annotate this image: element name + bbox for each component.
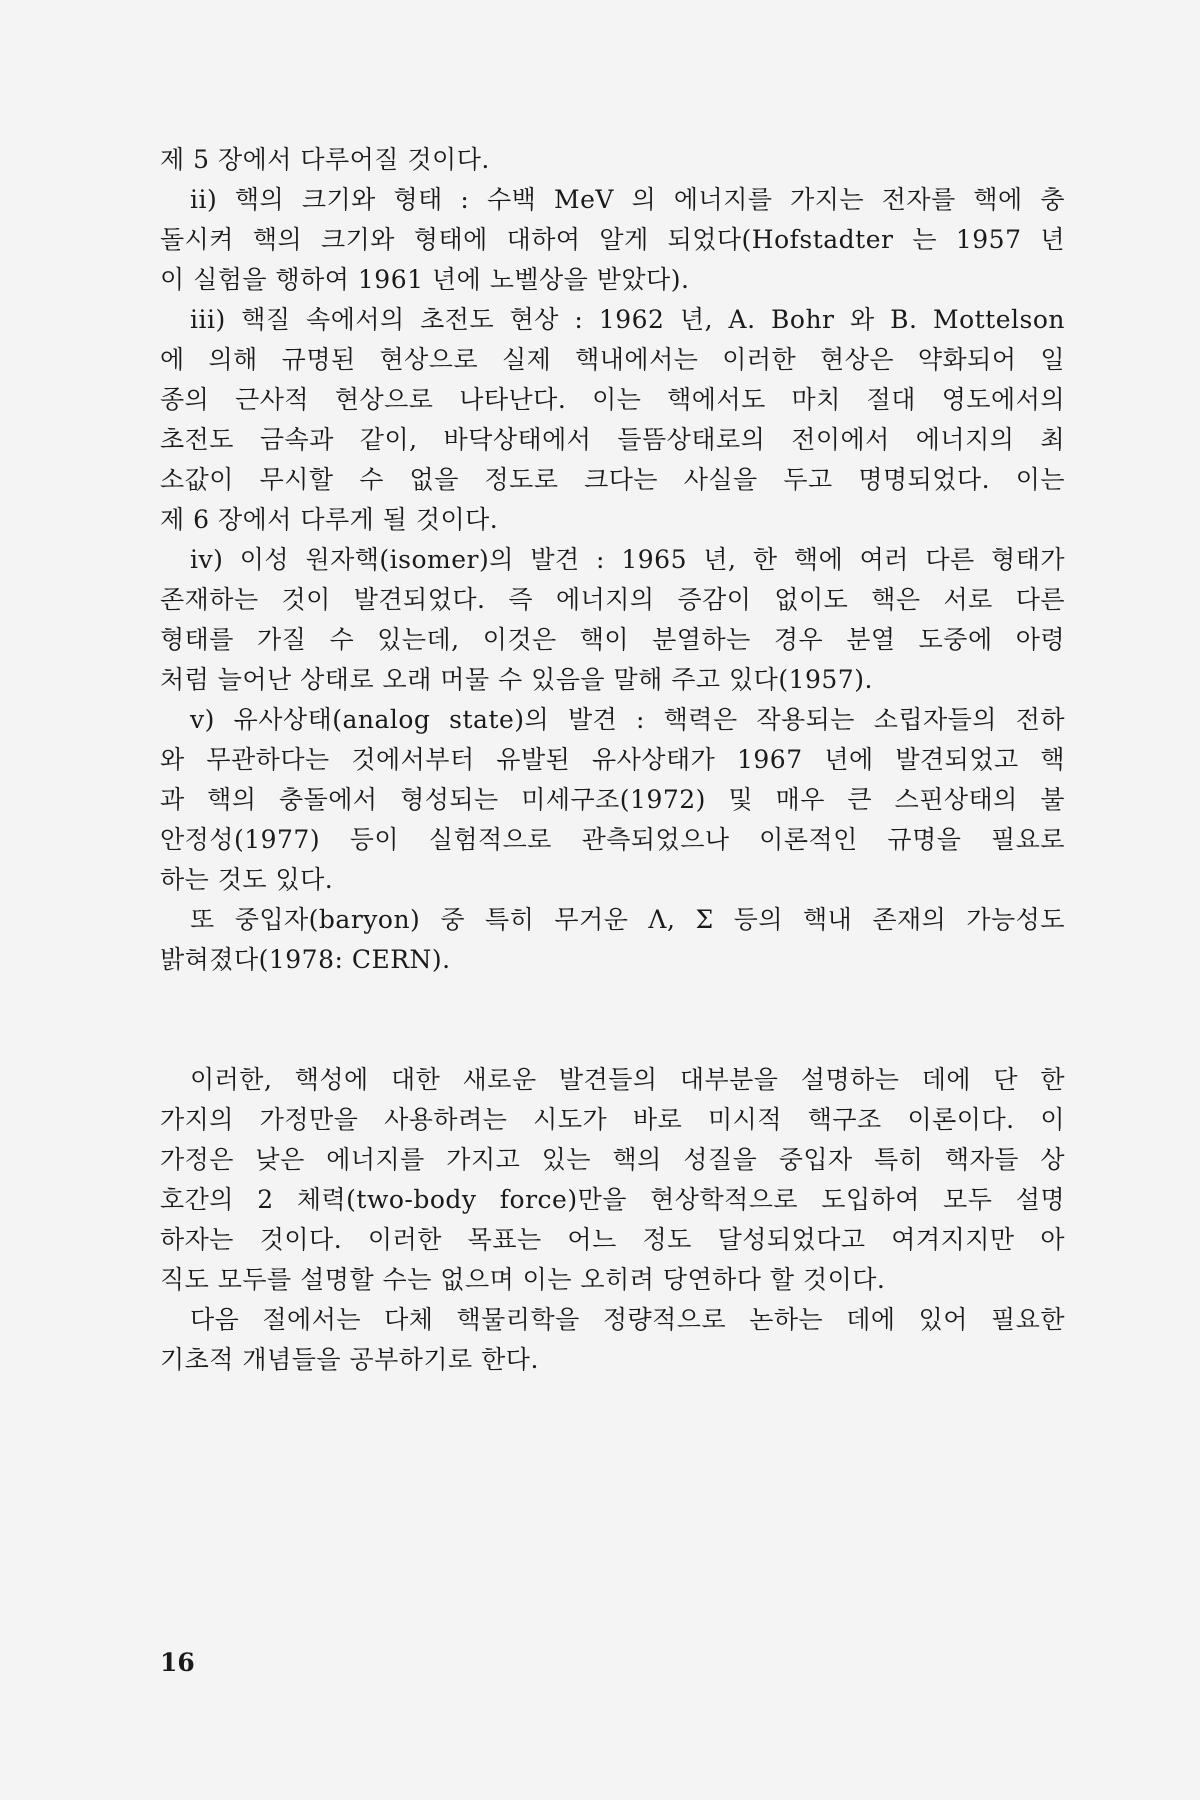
text-line: 호간의 2 체력(two-body force)만을 현상학적으로 도입하여 모두 설명 [160,1185,1065,1214]
text-line: 와 무관하다는 것에서부터 유발된 유사상태가 1967 년에 발견되었고 핵 [160,745,1065,774]
page-number: 16 [160,1648,195,1677]
text-line: iii) 핵질 속에서의 초전도 현상 : 1962 년, A. Bohr 와 B. Mottelson [190,305,1065,334]
text-line: iv) 이성 원자핵(isomer)의 발견 : 1965 년, 한 핵에 여러 다른 형태가 [190,545,1065,574]
text-line: 에 의해 규명된 현상으로 실제 핵내에서는 이러한 현상은 약화되어 일 [160,345,1065,374]
text-line: 처럼 늘어난 상태로 오래 머물 수 있음을 말해 주고 있다(1957). [160,665,873,694]
text-line: 다음 절에서는 다체 핵물리학을 정량적으로 논하는 데에 있어 필요한 [190,1305,1065,1334]
text-line: 직도 모두를 설명할 수는 없으며 이는 오히려 당연하다 할 것이다. [160,1265,886,1294]
text-line: 안정성(1977) 등이 실험적으로 관측되었으나 이론적인 규명을 필요로 [160,825,1065,854]
text-line: 이러한, 핵성에 대한 새로운 발견들의 대부분을 설명하는 데에 단 한 [190,1065,1065,1094]
text-line: 밝혀졌다(1978: CERN). [160,945,451,974]
text-line: 하는 것도 있다. [160,865,334,894]
text-line: 가정은 낮은 에너지를 가지고 있는 핵의 성질을 중입자 특히 핵자들 상 [160,1145,1065,1174]
text-line: 과 핵의 충돌에서 형성되는 미세구조(1972) 및 매우 큰 스핀상태의 불 [160,785,1065,814]
text-line: v) 유사상태(analog state)의 발견 : 핵력은 작용되는 소립자들의 전하 [190,705,1065,734]
text-line: 하자는 것이다. 이러한 목표는 어느 정도 달성되었다고 여겨지지만 아 [160,1225,1065,1254]
text-line: 초전도 금속과 같이, 바닥상태에서 들뜸상태로의 전이에서 에너지의 최 [160,425,1065,454]
text-line: 이 실험을 행하여 1961 년에 노벨상을 받았다). [160,265,690,294]
text-line: 가지의 가정만을 사용하려는 시도가 바로 미시적 핵구조 이론이다. 이 [160,1105,1065,1134]
text-line: ii) 핵의 크기와 형태 : 수백 MeV 의 에너지를 가지는 전자를 핵에 충 [190,185,1065,214]
text-line: 종의 근사적 현상으로 나타난다. 이는 핵에서도 마치 절대 영도에서의 [160,385,1065,414]
text-line: 형태를 가질 수 있는데, 이것은 핵이 분열하는 경우 분열 도중에 아령 [160,625,1065,654]
text-line: 돌시켜 핵의 크기와 형태에 대하여 알게 되었다(Hofstadter 는 1957 년 [160,225,1065,254]
text-line: 존재하는 것이 발견되었다. 즉 에너지의 증감이 없이도 핵은 서로 다른 [160,585,1065,614]
text-line: 소값이 무시할 수 없을 정도로 크다는 사실을 두고 명명되었다. 이는 [160,465,1065,494]
text-line: 제 6 장에서 다루게 될 것이다. [160,505,499,534]
text-line: 제 5 장에서 다루어질 것이다. [160,145,490,174]
text-line: 또 중입자(baryon) 중 특히 무거운 Λ, Σ 등의 핵내 존재의 가능성도 [190,905,1065,934]
text-line: 기초적 개념들을 공부하기로 한다. [160,1345,539,1374]
